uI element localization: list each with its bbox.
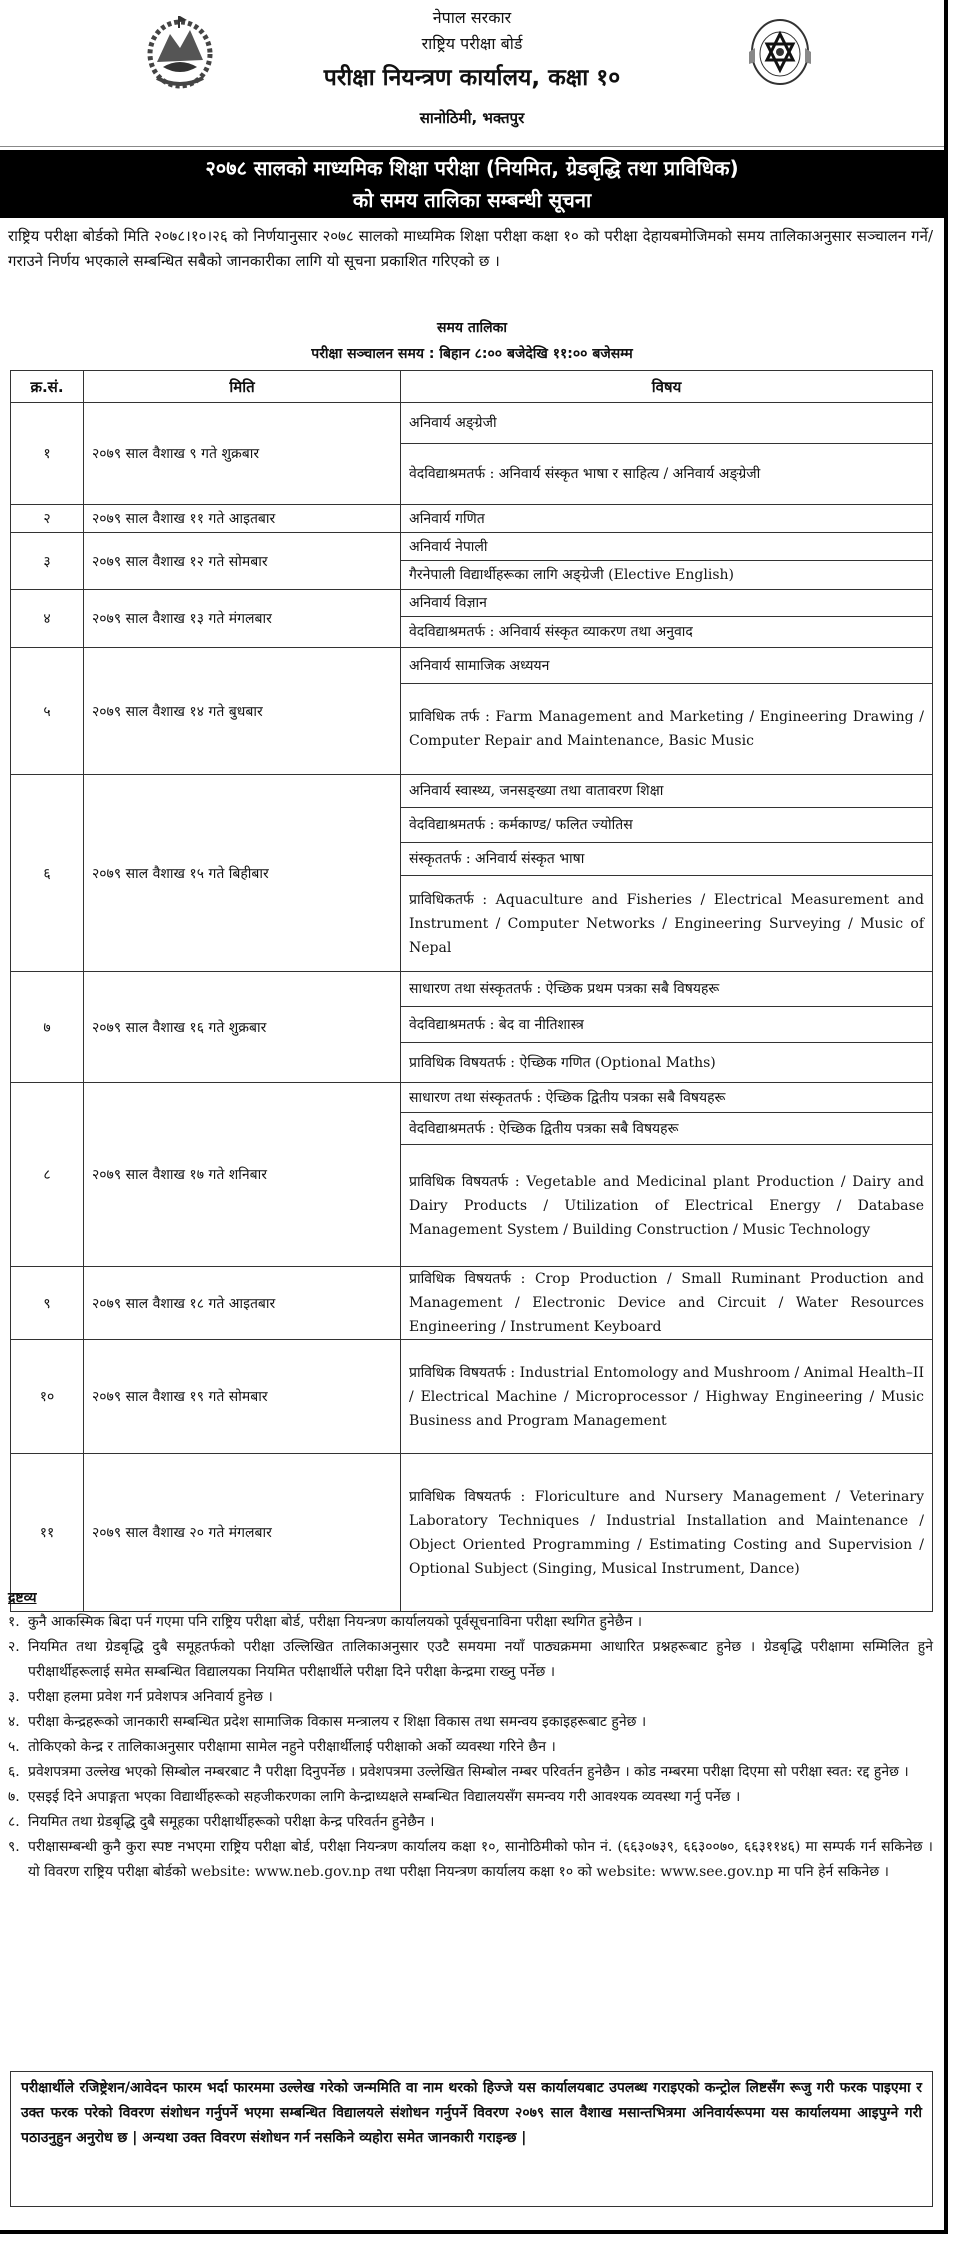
note-number: ९. bbox=[8, 1839, 20, 1855]
note-number: १. bbox=[8, 1614, 20, 1630]
table-row bbox=[11, 972, 933, 1007]
serial-number: ३ bbox=[11, 533, 84, 590]
table-row bbox=[11, 590, 933, 617]
exam-subject: अनिवार्य नेपाली bbox=[401, 533, 933, 561]
exam-date: २०७९ साल वैशाख १६ गते शुक्रबार bbox=[84, 972, 401, 1083]
table-row bbox=[11, 533, 933, 561]
exam-subject: अनिवार्य स्वास्थ्य, जनसङ्ख्या तथा वातावरण शिक्षा bbox=[401, 775, 933, 808]
table-row bbox=[11, 775, 933, 808]
serial-number: ६ bbox=[11, 775, 84, 972]
exam-subject: वेदविद्याश्रमतर्फ : अनिवार्य संस्कृत व्याकरण तथा अनुवाद bbox=[401, 617, 933, 648]
notes-title: द्रष्टव्य bbox=[8, 1590, 37, 1606]
exam-subject: अनिवार्य गणित bbox=[401, 505, 933, 533]
schedule-table bbox=[10, 370, 933, 1612]
note-text: कुनै आकस्मिक बिदा पर्न गएमा पनि राष्ट्रिय परीक्षा बोर्ड, परीक्षा नियन्त्रण कार्यालयको पूर्वसूचनाविना परीक्षा स्थगित हुनेछैन । bbox=[28, 1614, 643, 1630]
note-number: ६. bbox=[8, 1764, 20, 1780]
note-item bbox=[8, 1635, 933, 1685]
office-name: परीक्षा नियन्त्रण कार्यालय, कक्षा १० bbox=[323, 65, 621, 91]
exam-date: २०७९ साल वैशाख १२ गते सोमबार bbox=[84, 533, 401, 590]
exam-date: २०७९ साल वैशाख १७ गते शनिबार bbox=[84, 1083, 401, 1267]
column-header-date: मिति bbox=[84, 371, 401, 403]
board-name: राष्ट्रिय परीक्षा बोर्ड bbox=[421, 34, 523, 53]
note-text: परीक्षा हलमा प्रवेश गर्न प्रवेशपत्र अनिवार्य हुनेछ । bbox=[28, 1689, 273, 1705]
note-item bbox=[8, 1835, 933, 1885]
exam-subject: साधारण तथा संस्कृततर्फ : ऐच्छिक प्रथम पत्रका सबै विषयहरू bbox=[401, 972, 933, 1007]
serial-number: ११ bbox=[11, 1454, 84, 1612]
table-row bbox=[11, 648, 933, 684]
exam-subject: वेदविद्याश्रमतर्फ : ऐच्छिक द्वितीय पत्रका सबै विषयहरू bbox=[401, 1113, 933, 1145]
column-header-subject: विषय bbox=[401, 371, 933, 403]
exam-subject: प्राविधिकतर्फ : Aquaculture and Fisheries / Electrical Measurement and Instrument / Computer Networks / Engineering Surveying / Music of Nepal bbox=[401, 876, 933, 972]
note-number: ३. bbox=[8, 1689, 20, 1705]
note-item bbox=[8, 1685, 933, 1710]
exam-subject: संस्कृततर्फ : अनिवार्य संस्कृत भाषा bbox=[401, 843, 933, 876]
note-item bbox=[8, 1610, 933, 1635]
note-text: नियमित तथा ग्रेडबृद्धि दुबै समूहतर्फको परीक्षा उल्लिखित तालिकाअनुसार एउटै समयमा नयाँ पाठ्यक्रममा आधारित प्रश्नहरूबाट हुनेछ । ग्रेडबृद्धि परीक्षामा सम्मिलित हुने परीक्षार्थीहरूलाई समेत सम्बन्धित विद्यालयका नियमित परीक्षार्थीले परीक्षा दिने परीक्षा केन्द्रमा राख्नु पर्नेछ । bbox=[28, 1639, 933, 1680]
notice-title-banner bbox=[0, 150, 944, 218]
exam-date: २०७९ साल वैशाख २० गते मंगलबार bbox=[84, 1454, 401, 1612]
serial-number: ९ bbox=[11, 1267, 84, 1340]
notes-section bbox=[8, 1586, 933, 1885]
note-item bbox=[8, 1710, 933, 1735]
exam-subject: अनिवार्य सामाजिक अध्ययन bbox=[401, 648, 933, 684]
note-number: ७. bbox=[8, 1789, 20, 1805]
exam-date: २०७९ साल वैशाख ९ गते शुक्रबार bbox=[84, 403, 401, 505]
note-text: एसइई दिने अपाङ्गता भएका विद्यार्थीहरूको सहजीकरणका लागि केन्द्राध्यक्षले सम्बन्धित विद्यालयसँग समन्वय गरी आवश्यक व्यवस्था गर्नु पर्नेछ । bbox=[28, 1789, 741, 1805]
serial-number: ८ bbox=[11, 1083, 84, 1267]
letterhead bbox=[0, 0, 944, 147]
notice-title-line2: को समय तालिका सम्बन्धी सूचना bbox=[352, 188, 592, 212]
note-text: परीक्षासम्बन्धी कुनै कुरा स्पष्ट नभएमा राष्ट्रिय परीक्षा बोर्ड, परीक्षा नियन्त्रण कार्यालय कक्षा १०, सानोठिमीको फोन नं. (६६३०७३९, ६६३००७०, ६६३११४६) मा सम्पर्क गर्न सकिनेछ । यो विवरण राष्ट्रिय परीक्षा बोर्डको website: www.neb.gov.np तथा परीक्षा नियन्त्रण कार्यालय कक्षा १० को website: www.see.gov.np मा पनि हेर्न सकिनेछ । bbox=[28, 1839, 933, 1880]
table-row bbox=[11, 403, 933, 444]
serial-number: ४ bbox=[11, 590, 84, 648]
note-number: २. bbox=[8, 1639, 20, 1655]
exam-subject: वेदविद्याश्रमतर्फ : अनिवार्य संस्कृत भाषा र साहित्य / अनिवार्य अङ्ग्रेजी bbox=[401, 444, 933, 505]
column-header-sn: क्र.सं. bbox=[11, 371, 84, 403]
note-text: तोकिएको केन्द्र र तालिकाअनुसार परीक्षामा सामेल नहुने परीक्षार्थीलाई परीक्षाको अर्को व्यवस्था गरिने छैन । bbox=[28, 1739, 556, 1755]
exam-subject: प्राविधिक विषयतर्फ : Crop Production / Small Ruminant Production and Management / Electronic Device and Circuit / Water Resources Engineering / Instrument Keyboard bbox=[401, 1267, 933, 1340]
note-text: नियमित तथा ग्रेडबृद्धि दुबै समूहका परीक्षार्थीहरूको परीक्षा केन्द्र परिवर्तन हुनेछैन । bbox=[28, 1814, 435, 1830]
exam-subject: प्राविधिक विषयतर्फ : Floriculture and Nursery Management / Veterinary Laboratory Techniques / Industrial Installation and Maintenance / Object Oriented Programming / Estimating Costing and Supervision / Optional Subject (Singing, Musical Instrument, Dance) bbox=[401, 1454, 933, 1612]
table-row bbox=[11, 1083, 933, 1113]
exam-date: २०७९ साल वैशाख १९ गते सोमबार bbox=[84, 1340, 401, 1454]
exam-date: २०७९ साल वैशाख ११ गते आइतबार bbox=[84, 505, 401, 533]
exam-subject: साधारण तथा संस्कृततर्फ : ऐच्छिक द्वितीय पत्रका सबै विषयहरू bbox=[401, 1083, 933, 1113]
exam-date: २०७९ साल वैशाख १३ गते मंगलबार bbox=[84, 590, 401, 648]
exam-time: परीक्षा सञ्चालन समय : बिहान ८:०० बजेदेखि ११:०० बजेसम्म bbox=[311, 346, 633, 362]
exam-date: २०७९ साल वैशाख १५ गते बिहीबार bbox=[84, 775, 401, 972]
exam-subject: वेदविद्याश्रमतर्फ : कर्मकाण्ड/ फलित ज्योतिस bbox=[401, 808, 933, 843]
table-header-row bbox=[11, 371, 933, 403]
note-number: ४. bbox=[8, 1714, 20, 1730]
note-text: प्रवेशपत्रमा उल्लेख भएको सिम्बोल नम्बरबाट नै परीक्षा दिनुपर्नेछ । प्रवेशपत्रमा उल्लेखित सिम्बोल नम्बर परिवर्तन हुनेछैन । कोड नम्बरमा परीक्षा दिएमा सो परीक्षा स्वत: रद्द हुनेछ । bbox=[28, 1764, 909, 1780]
exam-subject: गैरनेपाली विद्यार्थीहरूका लागि अङ्ग्रेजी (Elective English) bbox=[401, 561, 933, 590]
serial-number: ५ bbox=[11, 648, 84, 775]
note-text: परीक्षा केन्द्रहरूको जानकारी सम्बन्धित प्रदेश सामाजिक विकास मन्त्रालय र शिक्षा विकास तथा समन्वय इकाइहरूबाट हुनेछ । bbox=[28, 1714, 647, 1730]
intro-paragraph: राष्ट्रिय परीक्षा बोर्डको मिति २०७८।१०।२६ को निर्णयानुसार २०७८ सालको माध्यमिक शिक्षा परीक्षा कक्षा १० को परीक्षा देहायबमोजिमको समय तालिकाअनुसार सञ्चालन गर्ने/गराउने निर्णय भएकाले सम्बन्धित सबैको जानकारीका लागि यो सूचना प्रकाशित गरिएको छ । bbox=[8, 227, 933, 270]
serial-number: ७ bbox=[11, 972, 84, 1083]
note-item bbox=[8, 1760, 933, 1785]
note-item bbox=[8, 1810, 933, 1835]
note-number: ८. bbox=[8, 1814, 20, 1830]
note-item bbox=[8, 1785, 933, 1810]
serial-number: २ bbox=[11, 505, 84, 533]
exam-subject: अनिवार्य विज्ञान bbox=[401, 590, 933, 617]
important-notice-box: परीक्षार्थीले रजिष्ट्रेशन/आवेदन फारम भर्दा फारममा उल्लेख गरेको जन्ममिति वा नाम थरको हिज्जे यस कार्यालयबाट उपलब्ध गराइएको कन्ट्रोल लिष्टसँग रूजु गरी फरक पाइएमा र उक्त फरक परेको विवरण संशोधन गर्नुपर्ने भएमा सम्बन्धित विद्यालयले संशोधन गर्नुपर्ने विवरण २०७९ साल वैशाख मसान्तभित्रमा अनिवार्यरूपमा यस कार्यालयमा आइपुग्ने गरी पठाउनुहुन अनुरोध छ | अन्यथा उक्त विवरण संशोधन गर्न नसकिने व्यहोरा समेत जानकारी गराइन्छ | bbox=[10, 2071, 933, 2207]
exam-subject: प्राविधिक विषयतर्फ : Vegetable and Medicinal plant Production / Dairy and Dairy Products / Utilization of Electrical Energy / Database Management System / Building Construction / Music Technology bbox=[401, 1145, 933, 1267]
exam-date: २०७९ साल वैशाख १४ गते बुधबार bbox=[84, 648, 401, 775]
exam-subject: प्राविधिक विषयतर्फ : Industrial Entomology and Mushroom / Animal Health–II / Electrical Machine / Microprocessor / Highway Engineering / Music Business and Program Management bbox=[401, 1340, 933, 1454]
serial-number: १ bbox=[11, 403, 84, 505]
exam-date: २०७९ साल वैशाख १८ गते आइतबार bbox=[84, 1267, 401, 1340]
table-row bbox=[11, 1340, 933, 1454]
table-row bbox=[11, 505, 933, 533]
exam-subject: अनिवार्य अङ्ग्रेजी bbox=[401, 403, 933, 444]
office-location: सानोठिमी, भक्तपुर bbox=[419, 109, 525, 127]
exam-subject: प्राविधिक तर्फ : Farm Management and Marketing / Engineering Drawing / Computer Repair and Maintenance, Basic Music bbox=[401, 684, 933, 775]
government-name: नेपाल सरकार bbox=[432, 8, 512, 27]
serial-number: १० bbox=[11, 1340, 84, 1454]
schedule-title: समय तालिका bbox=[437, 320, 507, 336]
notice-title-line1: २०७८ सालको माध्यमिक शिक्षा परीक्षा (नियमित, ग्रेडबृद्धि तथा प्राविधिक) bbox=[205, 156, 739, 180]
exam-subject: प्राविधिक विषयतर्फ : ऐच्छिक गणित (Optional Maths) bbox=[401, 1043, 933, 1083]
note-number: ५. bbox=[8, 1739, 20, 1755]
note-item bbox=[8, 1735, 933, 1760]
exam-subject: वेदविद्याश्रमतर्फ : बेद वा नीतिशास्त्र bbox=[401, 1007, 933, 1043]
table-row bbox=[11, 1267, 933, 1340]
